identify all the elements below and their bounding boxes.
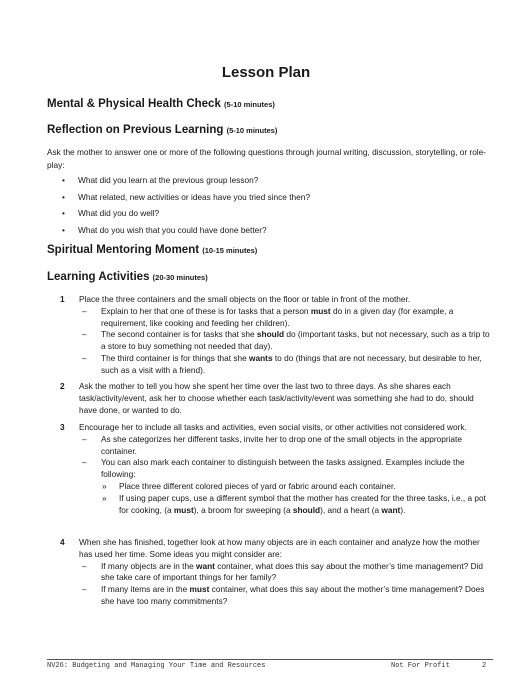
health-check-title: Mental & Physical Health Check [47, 98, 221, 110]
sub-item [79, 306, 492, 330]
sub-text: The third container is for things that she [101, 352, 250, 363]
step-text: Ask the mother to tell you how she spent her time over the last two to three days. As she shares each task/activity/event, ask her to choose whether each task/activity/event was something she had to do, should have done, or wanted to do. [79, 381, 474, 415]
activity-step-3 [60, 422, 492, 516]
reflection-questions [62, 172, 310, 238]
sub-item [79, 457, 492, 481]
activities-heading [47, 271, 208, 283]
sub-item [79, 584, 492, 608]
sub-item [79, 353, 492, 377]
sub-text: Explain to her that one of these is for tasks that a person [101, 305, 311, 316]
step-number: 4 [60, 537, 65, 547]
sub-text: If many items are in the [101, 584, 190, 595]
sub-text: If many objects are in the [101, 560, 197, 571]
health-check-heading [47, 98, 275, 110]
emphasis-want: want [381, 504, 401, 515]
emphasis-should: should [256, 329, 285, 340]
dash-icon: – [82, 584, 87, 595]
spiritual-heading [47, 244, 257, 256]
bullet-icon: • [62, 175, 65, 185]
emphasis-want: want [196, 560, 215, 571]
step-text: Encourage her to include all tasks and activities, even social visits, or other activities not considered work. [79, 422, 467, 432]
emphasis-must: must [173, 504, 194, 515]
reflection-heading [47, 124, 277, 136]
sub-text: Place three different colored pieces of yard or fabric around each container. [119, 480, 396, 491]
page-title: Lesson Plan [221, 64, 311, 81]
footer-divider [47, 659, 493, 660]
question-text: What related, new activities or ideas have you tried since then? [78, 191, 310, 202]
emphasis-must: must [189, 584, 210, 595]
sub-text: The second container is for tasks that she [101, 329, 257, 340]
dash-icon: – [82, 329, 87, 340]
reflection-intro: Ask the mother to answer one or more of the following questions through journal writing, discussion, storytelling, or role-play: [47, 147, 487, 170]
step-text: When she has finished, together look at how many objects are in each container and analyze how the mother has used her time. Some ideas you might consider are: [79, 537, 480, 559]
sub-item [79, 434, 492, 458]
sub-text: do (important tasks, but not necessary, such as a trip to a store to buy something not needed that day). [101, 329, 490, 352]
sub-text: ). [400, 504, 406, 515]
dash-icon: – [82, 352, 87, 363]
sub-text: ), and a heart (a [320, 504, 382, 515]
question-text: What did you do well? [78, 208, 160, 219]
bullet-icon: • [62, 208, 65, 219]
footer-page-number: 2 [482, 662, 487, 670]
sub-text: ), a broom for sweeping (a [193, 504, 293, 515]
sub-item [79, 561, 492, 585]
emphasis-should: should [292, 504, 321, 515]
sub-item [79, 329, 492, 353]
dash-icon: – [82, 433, 87, 444]
activity-step-1 [60, 294, 492, 377]
dash-icon: – [82, 305, 87, 316]
list-item [62, 205, 310, 222]
sub-sub-item [79, 493, 492, 517]
reflection-title: Reflection on Previous Learning [47, 124, 224, 136]
spiritual-title: Spiritual Mentoring Moment [47, 244, 200, 256]
sub-text: If using paper cups, use a different symbol that the mother has created for the three tasks, i.e., a pot for cooking, (a [119, 492, 486, 515]
chevron-right-icon: » [102, 480, 107, 491]
footer-course-title: NV26: Budgeting and Managing Your Time and Resources [47, 662, 266, 670]
chevron-right-icon: » [102, 492, 107, 503]
dash-icon: – [82, 457, 87, 468]
sub-sub-item [79, 481, 492, 493]
list-item [62, 172, 310, 189]
step-text: Place the three containers and the small objects on the floor or table in front of the mother. [79, 294, 411, 304]
list-item [62, 189, 310, 206]
bullet-icon: • [62, 224, 65, 235]
sub-text: container, what does this say about the mother’s time management? Does she have too many commitments? [101, 584, 485, 606]
activities-time: (20-30 minutes) [152, 273, 208, 282]
sub-text: As she categorizes her different tasks, invite her to drop one of the small objects in the appropriate container. [101, 433, 462, 456]
activity-step-4 [60, 537, 492, 608]
sub-text: do in a given day (for example, a requirement, like cooking and feeding her children). [101, 305, 454, 328]
bullet-icon: • [62, 191, 65, 202]
emphasis-must: must [310, 305, 331, 316]
step-number: 3 [60, 422, 65, 432]
question-text: What do you wish that you could have done better? [78, 224, 267, 235]
spiritual-time: (10-15 minutes) [202, 246, 258, 255]
list-item [62, 222, 310, 239]
reflection-time: (5-10 minutes) [226, 126, 278, 135]
emphasis-wants: wants [249, 352, 273, 363]
dash-icon: – [82, 560, 87, 571]
sub-text: container, what does this say about the mother’s time management? Did she take care of important things for her family? [101, 560, 484, 583]
step-number: 2 [60, 381, 65, 391]
question-text: What did you learn at the previous group lesson? [78, 175, 259, 185]
activities-title: Learning Activities [47, 271, 150, 283]
footer-not-for-profit: Not For Profit [391, 662, 450, 670]
sub-text: to do (things that are not necessary, but desirable to her, such as a visit with a friend). [101, 352, 482, 375]
sub-text: You can also mark each container to distinguish between the tasks assigned. Examples include the following: [101, 457, 465, 480]
activity-step-2 [60, 381, 492, 416]
health-check-time: (5-10 minutes) [224, 100, 275, 109]
step-number: 1 [60, 294, 65, 304]
